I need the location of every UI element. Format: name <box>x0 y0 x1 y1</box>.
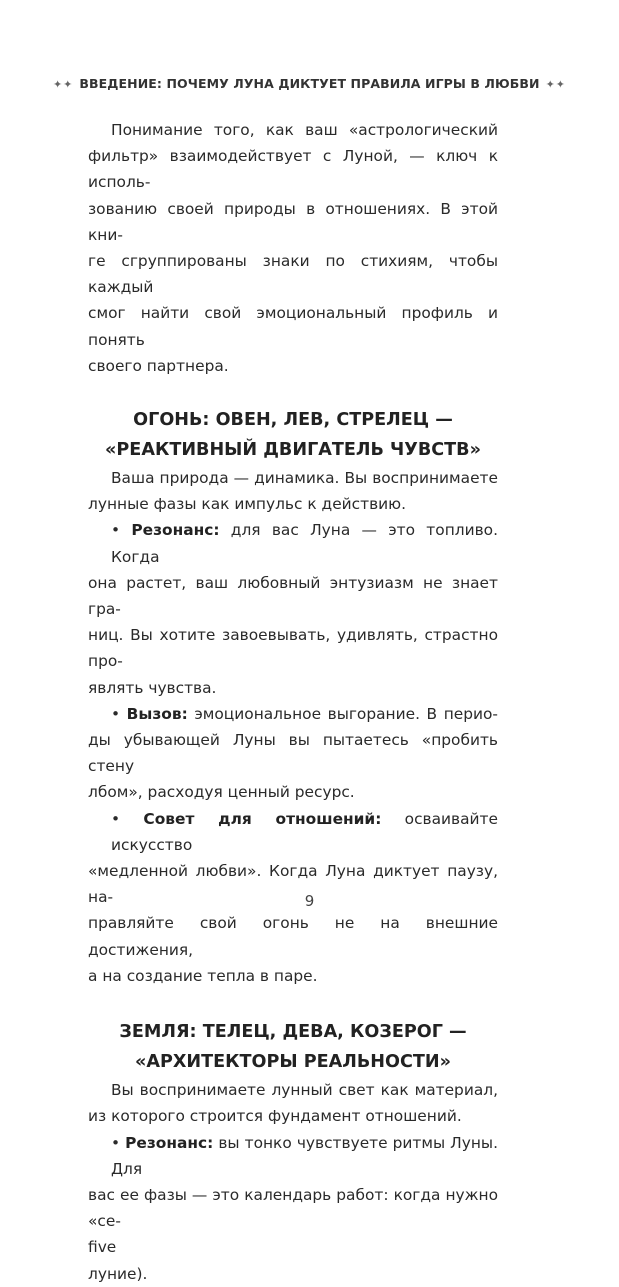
section-heading-fire <box>88 405 498 465</box>
text-line: правляйте свой огонь не на внешние достижения, <box>88 914 498 959</box>
bullet: • <box>111 809 121 828</box>
bullet: • <box>111 704 121 723</box>
heading-line: «РЕАКТИВНЫЙ ДВИГАТЕЛЬ ЧУВСТВ» <box>105 440 481 461</box>
text-line: а на создание тепла в паре. <box>88 966 318 985</box>
text-run: для вас Луна — это топливо. Когда <box>111 521 498 566</box>
text-line: ниц. Вы хотите завоевывать, удивлять, страстно про- <box>88 626 498 671</box>
text-line: Понимание того, как ваш «астрологический <box>111 121 498 139</box>
fire-resonance-paragraph <box>88 517 498 700</box>
fire-intro-paragraph <box>88 465 498 517</box>
text-line: из которого строится фундамент отношений. <box>88 1107 462 1126</box>
text-line: Вы воспринимаете лунный свет как материал, <box>111 1081 498 1100</box>
text-line: five <box>88 1238 117 1257</box>
text-line: смог найти свой эмоциональный профиль и понять <box>88 304 498 349</box>
term-label: Вызов: <box>126 704 188 723</box>
text-line: зованию своей природы в отношениях. В этой кни- <box>88 199 498 244</box>
text-line: ге сгруппированы знаки по стихиям, чтобы каждый <box>88 252 498 297</box>
text-line: ды убывающей Луны вы пытаетесь «пробить стену <box>88 731 498 776</box>
text-line <box>88 806 498 858</box>
text-line: своего партнера. <box>88 356 229 375</box>
text-line: Ваша природа — динамика. Вы воспринимаете <box>111 469 498 488</box>
ornament-left-icon: ✦✦ <box>52 78 74 91</box>
text-line: лунные фазы как импульс к действию. <box>88 495 407 514</box>
text-run: вы тонко чувствуете ритмы Луны. Для <box>111 1133 498 1178</box>
text-line: вас ее фазы — это календарь работ: когда нужно «се- <box>88 1185 498 1231</box>
text-line: она растет, ваш любовный энтузиазм не знает гра- <box>88 573 498 619</box>
running-header-title: ВВЕДЕНИЕ: ПОЧЕМУ ЛУНА ДИКТУЕТ ПРАВИЛА ИГРЫ В ЛЮБВИ <box>79 76 540 91</box>
bullet: • <box>111 521 121 540</box>
text-line <box>88 517 498 569</box>
text-run: эмоциональное выгорание. В перио- <box>187 704 498 723</box>
intro-paragraph <box>88 117 498 379</box>
bullet: • <box>111 1133 121 1152</box>
text-line: фильтр» взаимодействует с Луной, — ключ к исполь- <box>88 147 498 192</box>
heading-line: ОГОНЬ: ОВЕН, ЛЕВ, СТРЕЛЕЦ — <box>133 410 453 431</box>
text-line: являть чувства. <box>88 678 217 697</box>
heading-line: «АРХИТЕКТОРЫ РЕАЛЬНОСТИ» <box>134 1052 451 1073</box>
page-body <box>88 117 498 1287</box>
text-line: «медленной любви». Когда Луна диктует паузу, на- <box>88 862 498 907</box>
term-label: Совет для отношений: <box>143 809 382 828</box>
fire-challenge-paragraph <box>88 701 498 806</box>
term-label: Резонанс: <box>125 1133 214 1152</box>
section-heading-earth <box>88 1017 498 1077</box>
earth-resonance-paragraph <box>88 1130 498 1287</box>
term-label: Резонанс: <box>131 521 220 540</box>
earth-intro-paragraph <box>88 1077 498 1129</box>
heading-line: ЗЕМЛЯ: ТЕЛЕЦ, ДЕВА, КОЗЕРОГ — <box>119 1022 467 1043</box>
text-line <box>88 701 498 727</box>
text-run: осваивайте искусство <box>111 809 498 854</box>
text-line: лбом», расходуя ценный ресурс. <box>88 783 355 802</box>
ornament-right-icon: ✦✦ <box>545 78 567 91</box>
text-line: луние). <box>88 1264 148 1283</box>
running-header <box>0 76 619 91</box>
page-number: 9 <box>304 892 315 910</box>
text-line <box>88 1130 498 1182</box>
